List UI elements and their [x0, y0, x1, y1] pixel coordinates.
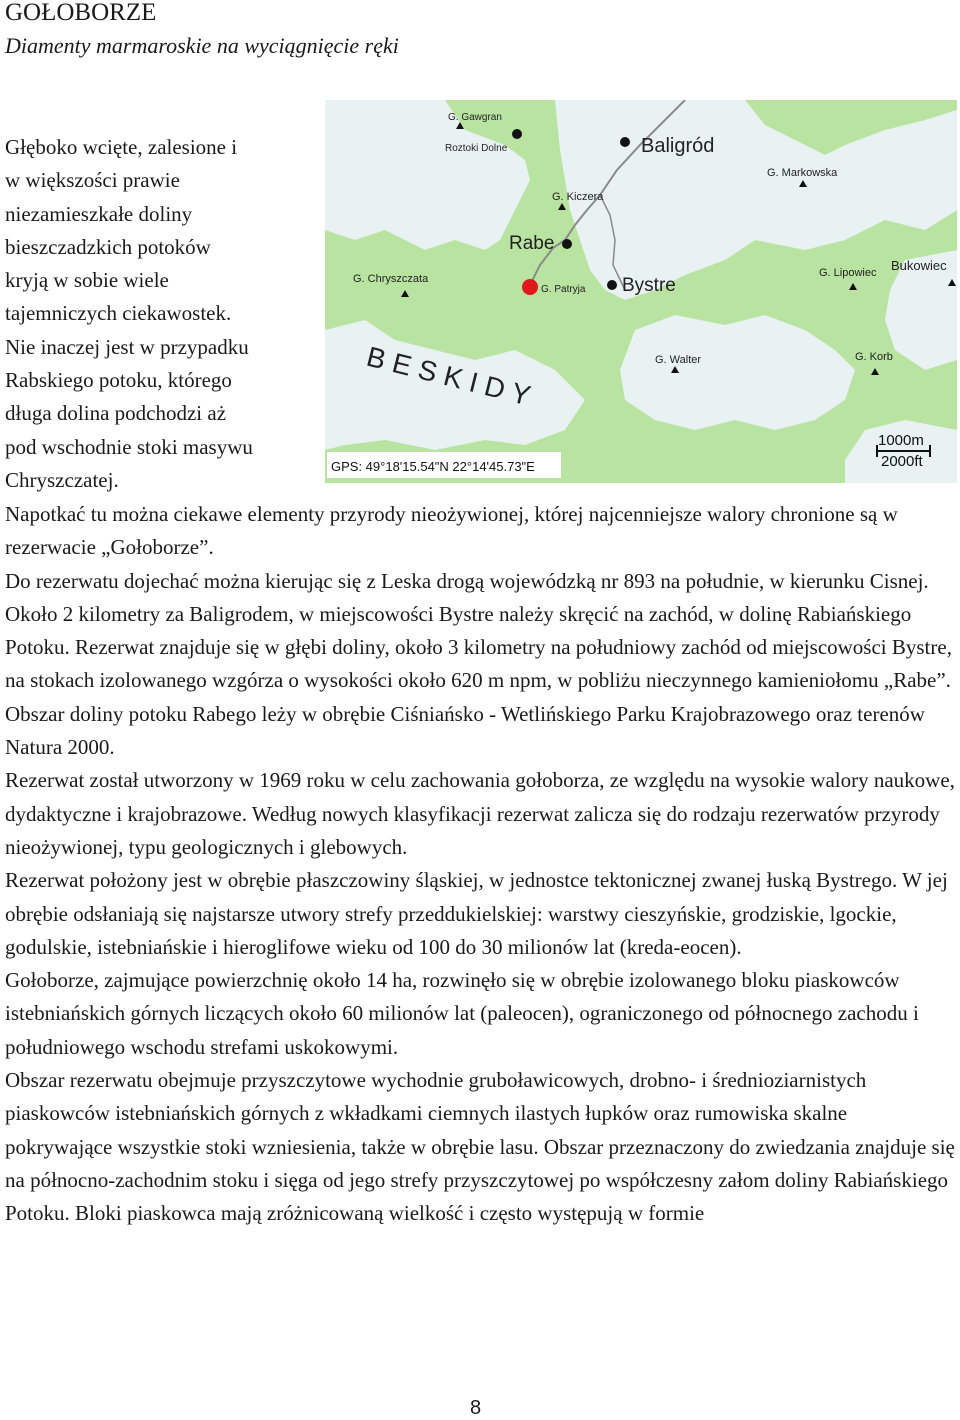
- paragraph: Obszar rezerwatu obejmuje przyszczytowe wychodnie gruboławicowych, drobno- i średnioziarnistych piaskowców istebniańskich górnych z wkładkami ciemnych ilastych łupków oraz rumowiska skalne pokrywające wszystkie stoki wzniesienia, także w obrębie lasu. Obszar przeznaczony do zwiedzania znajduje się na północno-zachodnim stoku i sięga od jego strefy przyszczytowej po współczesny załom doliny Rabiańskiego Potoku. Bloki piaskowca mają zróżnicowaną wielkość i często występują w formie: [5, 1068, 955, 1226]
- intro-line: kryją w sobie wiele: [5, 268, 169, 293]
- village-dot: [607, 280, 617, 290]
- page-subtitle: Diamenty marmaroskie na wyciągnięcie ręki: [5, 33, 399, 58]
- map-label-bukowiec: Bukowiec: [891, 258, 947, 273]
- map-label-korb: G. Korb: [855, 351, 893, 363]
- intro-line: Chryszczatej.: [5, 467, 119, 492]
- map-label-beskidy: B E S K I D Y: [363, 340, 534, 412]
- paragraph: Rezerwat położony jest w obrębie płaszczowiny śląskiej, w jednostce tektonicznej zwanej łuską Bystrego. W jej obrębie odsłaniają się najstarsze utwory strefy przeddukielskiej: warstwy cieszyńskie, grodziskie, lgockie, godulskie, istebniańskie i hieroglifowe wieku od 100 do 30 milionów lat (kreda-eocen).: [5, 868, 948, 959]
- paragraph: Rezerwat został utworzony w 1969 roku w celu zachowania gołoborza, ze względu na wysokie walory naukowe, dydaktyczne i krajobrazowe. Według nowych klasyfikacji rezerwat zalicza się do rodzaju rezerwatów przyrody nieożywionej, typu geologicznych i glebowych.: [5, 768, 955, 859]
- page-number: 8: [470, 1397, 482, 1419]
- map-label-baligrod: Baligród: [641, 135, 715, 157]
- map-label-gawgran: G. Gawgran: [448, 112, 502, 123]
- map-label-chryszczata: G. Chryszczata: [353, 273, 429, 285]
- map-label-patryja: G. Patryja: [541, 284, 586, 295]
- intro-line: Rabskiego potoku, którego: [5, 368, 232, 393]
- intro-line: Nie inaczej jest w przypadku: [5, 334, 249, 359]
- intro-line: w większości prawie: [5, 168, 180, 193]
- intro-text: [5, 131, 315, 497]
- intro-line: bieszczadzkich potoków: [5, 234, 211, 259]
- village-dot: [512, 129, 522, 139]
- map-label-bystre: Bystre: [622, 275, 676, 296]
- paragraph: Napotkać tu można ciekawe elementy przyrody nieożywionej, której najcenniejsze walory chronione są w rezerwacie „Gołoborze”.: [5, 502, 898, 560]
- intro-line: tajemniczych ciekawostek.: [5, 301, 232, 326]
- intro-line: niezamieszkałe doliny: [5, 201, 193, 226]
- paragraph: Gołoborze, zajmujące powierzchnię około 14 ha, rozwinęło się w obrębie izolowanego bloku piaskowców istebniańskich górnych liczących około 60 milionów lat (paleocen), ograniczonego od północnego zachodu i południowego wschodu strefami uskokowymi.: [5, 968, 919, 1059]
- paragraph: Do rezerwatu dojechać można kierując się z Leska drogą wojewódzką nr 893 na południe, w kierunku Cisnej. Około 2 kilometry za Baligrodem, w miejscowości Bystre należy skręcić na zachód, w dolinę Rabiańskiego Potoku. Rezerwat znajduje się w głębi doliny, około 3 kilometry na południowy zachód od miejscowości Bystre, na stokach izolowanego wzgórza o wysokości około 620 m npm, w pobliżu nieczynnego kamieniołomu „Rabe”. Obszar doliny potoku Rabego leży w obrębie Ciśniańsko - Wetlińskiego Parku Krajobrazowego oraz terenów Natura 2000.: [5, 568, 952, 760]
- map-label-walter: G. Walter: [655, 354, 702, 366]
- village-dot: [562, 239, 572, 249]
- intro-line: pod wschodnie stoki masywu: [5, 434, 253, 459]
- reserve-marker: [522, 279, 538, 295]
- article-body: [5, 498, 957, 1231]
- gps-coordinates: GPS: 49°18'15.54"N 22°14'45.73"E: [331, 459, 535, 474]
- intro-line: Głęboko wcięte, zalesione i: [5, 135, 238, 159]
- map-label-markowska: G. Markowska: [767, 167, 838, 179]
- page-title: GOŁOBORZE: [5, 0, 157, 26]
- map-label-lipowiec: G. Lipowiec: [819, 267, 877, 279]
- map-label-kiczera: G. Kiczera: [552, 191, 604, 203]
- map-label-roztoki: Roztoki Dolne: [445, 143, 508, 154]
- intro-line: długa dolina podchodzi aż: [5, 401, 227, 426]
- map-label-rabe: Rabe: [509, 233, 555, 254]
- location-map: [325, 100, 957, 483]
- scale-label-m: 1000m: [878, 432, 924, 449]
- village-dot: [620, 137, 630, 147]
- scale-label-ft: 2000ft: [881, 453, 923, 470]
